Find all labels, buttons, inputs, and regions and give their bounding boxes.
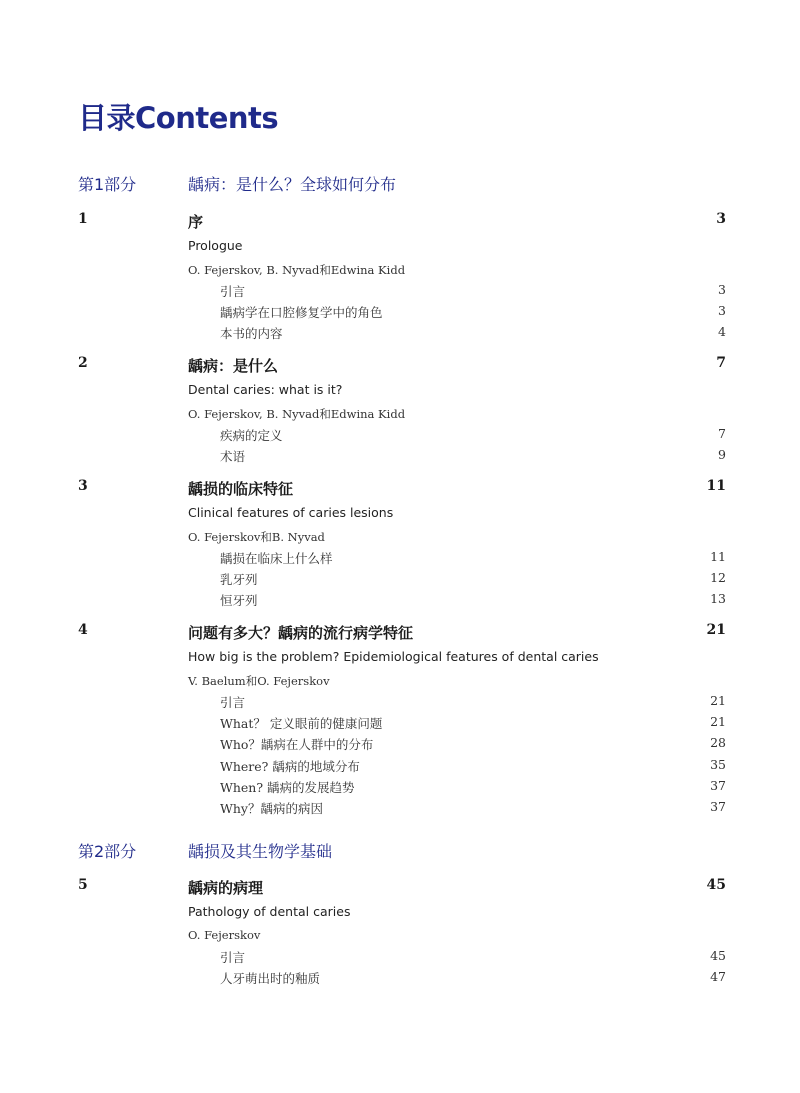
section-page: 35 xyxy=(710,756,726,772)
page-title: 目录Contents xyxy=(78,101,279,135)
section-item[interactable] xyxy=(220,778,726,799)
section-item[interactable] xyxy=(220,324,726,345)
section-item[interactable] xyxy=(220,799,726,820)
section-label: 本书的内容 xyxy=(220,326,283,342)
section-item[interactable] xyxy=(220,591,726,612)
section-label: 引言 xyxy=(220,695,246,710)
section-page: 21 xyxy=(710,714,726,730)
section-label: When? 龋病的发展趋势 xyxy=(220,779,355,795)
section-page: 3 xyxy=(718,303,726,319)
chapter-title[interactable]: 龋损的临床特征 xyxy=(188,480,294,498)
chapter-title[interactable]: 龋病的病理 xyxy=(188,879,264,897)
section-label: 引言 xyxy=(220,950,246,965)
part-label: 第2部分 xyxy=(78,842,137,861)
section-page: 21 xyxy=(710,693,726,708)
section-page: 7 xyxy=(718,426,726,441)
section-item[interactable] xyxy=(220,714,726,735)
chapter-authors: O. Fejerskov xyxy=(188,928,261,942)
chapter-number: 5 xyxy=(78,877,88,893)
section-item[interactable] xyxy=(220,549,726,570)
section-label: Where? 龋病的地域分布 xyxy=(220,758,360,774)
chapter-authors: O. Fejerskov, B. Nyvad和Edwina Kidd xyxy=(188,263,406,277)
section-label: 恒牙列 xyxy=(220,593,258,609)
chapter-page: 11 xyxy=(706,478,726,494)
part-heading xyxy=(78,172,728,194)
section-list xyxy=(220,948,726,990)
chapter-title[interactable]: 龋病：是什么 xyxy=(188,357,279,375)
section-label: 人牙萌出时的釉质 xyxy=(220,971,321,987)
section-label: What？ 定义眼前的健康问题 xyxy=(220,716,383,732)
section-label: 引言 xyxy=(220,284,246,299)
section-label: 龋损在临床上什么样 xyxy=(220,551,333,566)
chapter-number: 1 xyxy=(78,211,88,227)
section-label: Who？龋病在人群中的分布 xyxy=(220,737,374,753)
chapter-authors: O. Fejerskov和B. Nyvad xyxy=(188,530,325,544)
section-item[interactable] xyxy=(220,948,726,969)
section-label: Why？龋病的病因 xyxy=(220,800,323,816)
chapter-page: 3 xyxy=(716,211,726,227)
section-item[interactable] xyxy=(220,693,726,714)
chapter-number: 2 xyxy=(78,355,88,371)
section-item[interactable] xyxy=(220,303,726,324)
section-page: 28 xyxy=(710,735,726,751)
chapter-authors: V. Baelum和O. Fejerskov xyxy=(188,674,330,688)
chapter-page: 45 xyxy=(706,877,726,893)
section-item[interactable] xyxy=(220,570,726,591)
section-item[interactable] xyxy=(220,426,726,447)
section-item[interactable] xyxy=(220,282,726,303)
part-label: 第1部分 xyxy=(78,175,137,194)
section-page: 12 xyxy=(710,570,726,586)
part-title: 龋病：是什么？全球如何分布 xyxy=(188,175,397,194)
section-item[interactable] xyxy=(220,735,726,756)
section-list xyxy=(220,549,726,613)
section-item[interactable] xyxy=(220,969,726,990)
section-list xyxy=(220,282,726,346)
section-label: 乳牙列 xyxy=(220,572,258,588)
chapter-english-title: Clinical features of caries lesions xyxy=(188,505,394,520)
chapter-number: 4 xyxy=(78,622,88,638)
part-title: 龋损及其生物学基础 xyxy=(188,842,333,861)
section-page: 47 xyxy=(710,969,726,985)
chapter-english-title: How big is the problem? Epidemiological features of dental caries xyxy=(188,649,599,664)
chapter-english-title: Pathology of dental caries xyxy=(188,904,351,919)
section-page: 37 xyxy=(710,777,726,793)
chapter-title[interactable]: 问题有多大？龋病的流行病学特征 xyxy=(188,624,414,642)
section-list xyxy=(220,426,726,468)
chapter-authors: O. Fejerskov, B. Nyvad和Edwina Kidd xyxy=(188,407,406,421)
chapter-page: 21 xyxy=(706,622,726,638)
section-page: 11 xyxy=(710,549,726,564)
chapter-number: 3 xyxy=(78,478,88,494)
section-page: 4 xyxy=(718,324,726,340)
section-list xyxy=(220,693,726,820)
section-label: 术语 xyxy=(220,449,246,465)
section-page: 3 xyxy=(718,282,726,297)
section-page: 9 xyxy=(718,447,726,463)
section-page: 37 xyxy=(710,798,726,814)
section-label: 疾病的定义 xyxy=(220,428,283,443)
section-item[interactable] xyxy=(220,757,726,778)
part-heading xyxy=(78,839,728,861)
section-item[interactable] xyxy=(220,447,726,468)
chapter-title[interactable]: 序 xyxy=(188,213,204,231)
chapter-english-title: Dental caries: what is it? xyxy=(188,382,343,397)
chapter-page: 7 xyxy=(716,355,726,371)
section-page: 13 xyxy=(710,591,726,607)
section-page: 45 xyxy=(710,948,726,963)
chapter-english-title: Prologue xyxy=(188,238,243,253)
section-label: 龋病学在口腔修复学中的角色 xyxy=(220,305,383,321)
